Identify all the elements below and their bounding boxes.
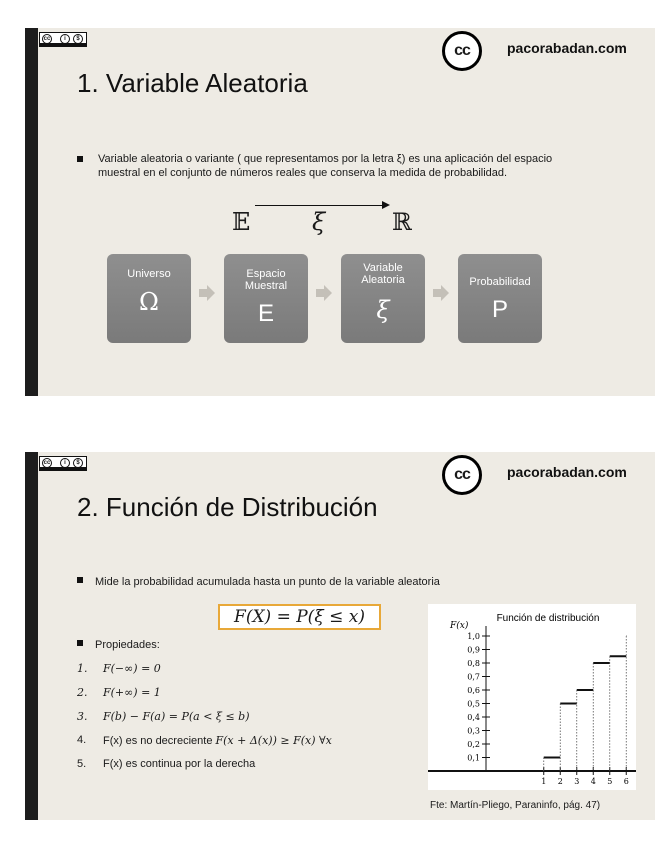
y-tick-label: 0,2 — [467, 740, 480, 749]
nc-badge-icon: $ — [73, 458, 83, 468]
y-tick-label: 0,5 — [467, 699, 480, 709]
mapping-to: ℝ — [392, 208, 412, 236]
list-number: 1. — [77, 662, 88, 675]
box-espacio-muestral — [224, 254, 308, 343]
box-probabilidad — [458, 254, 542, 343]
list-text: F(−∞) = 0 — [103, 662, 161, 675]
mapping-arrow-line — [255, 205, 385, 206]
list-number: 5. — [77, 758, 87, 770]
by-badge-icon: i — [60, 458, 70, 468]
box-label: Variable Aleatoria — [361, 262, 405, 286]
mapping-from: 𝔼 — [232, 208, 251, 236]
list-number: 4. — [77, 734, 87, 746]
y-tick-label: 0,7 — [467, 672, 480, 682]
box-label: Universo — [127, 268, 171, 280]
cc-license-badge — [39, 456, 87, 471]
site-name: pacorabadan.com — [507, 40, 627, 56]
mapping-diagram — [230, 198, 420, 238]
bullet-text: Mide la probabilidad acumulada hasta un punto de la variable aleatoria — [95, 576, 440, 588]
box-symbol: E — [257, 300, 274, 327]
chart-ylabel: F(x) — [450, 621, 469, 631]
list-text — [103, 734, 332, 747]
bullet-square-icon — [77, 640, 83, 646]
y-tick-label: 0,3 — [467, 726, 480, 736]
cc-badge-icon: cc — [43, 36, 51, 42]
arrow-right-icon — [382, 201, 390, 209]
list-text: F(b) − F(a) = P(a < ξ ≤ b) — [103, 710, 250, 723]
y-tick-label: 0,1 — [467, 753, 480, 763]
y-tick-label: 0,4 — [467, 713, 480, 722]
y-tick-label: 0,9 — [467, 645, 480, 655]
properties-heading — [77, 639, 160, 651]
slide-2 — [25, 452, 655, 820]
y-tick-label: 0,8 — [467, 659, 480, 668]
y-tick-label: 0,6 — [467, 686, 480, 695]
cc-license-badge — [39, 32, 87, 47]
box-variable-aleatoria — [341, 254, 425, 343]
nc-badge-icon: $ — [73, 34, 83, 44]
x-tick-label: 2 — [557, 777, 563, 786]
formula-box: F(X) = P(ξ ≤ x) — [218, 604, 381, 630]
x-tick-label: 5 — [607, 777, 613, 786]
y-tick-label: 1,0 — [467, 632, 480, 641]
slide-title: 2. Función de Distribución — [77, 492, 378, 522]
list-text: F(x) es continua por la derecha — [103, 758, 256, 770]
slide-left-bar — [25, 452, 38, 820]
x-tick-label: 3 — [574, 777, 580, 786]
box-universo — [107, 254, 191, 343]
chart-svg — [428, 604, 636, 790]
site-name: pacorabadan.com — [507, 464, 627, 480]
slide-title: 1. Variable Aleatoria — [77, 68, 308, 98]
x-tick-label: 6 — [623, 777, 629, 786]
x-tick-label: 4 — [590, 777, 596, 786]
list-number: 2. — [77, 686, 88, 699]
bullet-item — [77, 576, 440, 588]
list-text-plain: F(x) es no decreciente — [103, 735, 216, 747]
box-label: Espacio Muestral — [244, 268, 288, 292]
slide-left-bar — [25, 28, 38, 396]
chart-source: Fte: Martín-Pliego, Paraninfo, pág. 47) — [430, 800, 601, 811]
cc-logo-icon: cc — [442, 31, 482, 71]
list-text: F(+∞) = 1 — [103, 686, 161, 699]
box-label: Probabilidad — [469, 276, 531, 288]
by-badge-icon: i — [60, 34, 70, 44]
cc-logo-icon: cc — [442, 455, 482, 495]
bullet-text: Variable aleatoria o variante ( que representamos por la letra ξ) es una aplicación del espacio muestral en el conjunto de números reales que conserva la medida de probabilidad. — [98, 153, 553, 179]
distribution-chart — [428, 604, 636, 790]
mapping-via: ξ — [312, 208, 326, 236]
box-symbol: P — [491, 296, 508, 323]
bullet-square-icon — [77, 156, 83, 162]
chart-title: Función de distribución — [496, 613, 600, 624]
x-tick-label: 1 — [541, 777, 547, 786]
box-symbol: ξ — [376, 296, 390, 324]
cc-badge-icon: cc — [43, 460, 51, 466]
bullet-square-icon — [77, 577, 83, 583]
list-text-math: F(x + Δ(x)) ≥ F(x) ∀x — [215, 734, 332, 747]
properties-label: Propiedades: — [95, 639, 160, 651]
list-number: 3. — [77, 710, 88, 723]
slide-1 — [25, 28, 655, 396]
box-symbol: Ω — [139, 288, 159, 316]
